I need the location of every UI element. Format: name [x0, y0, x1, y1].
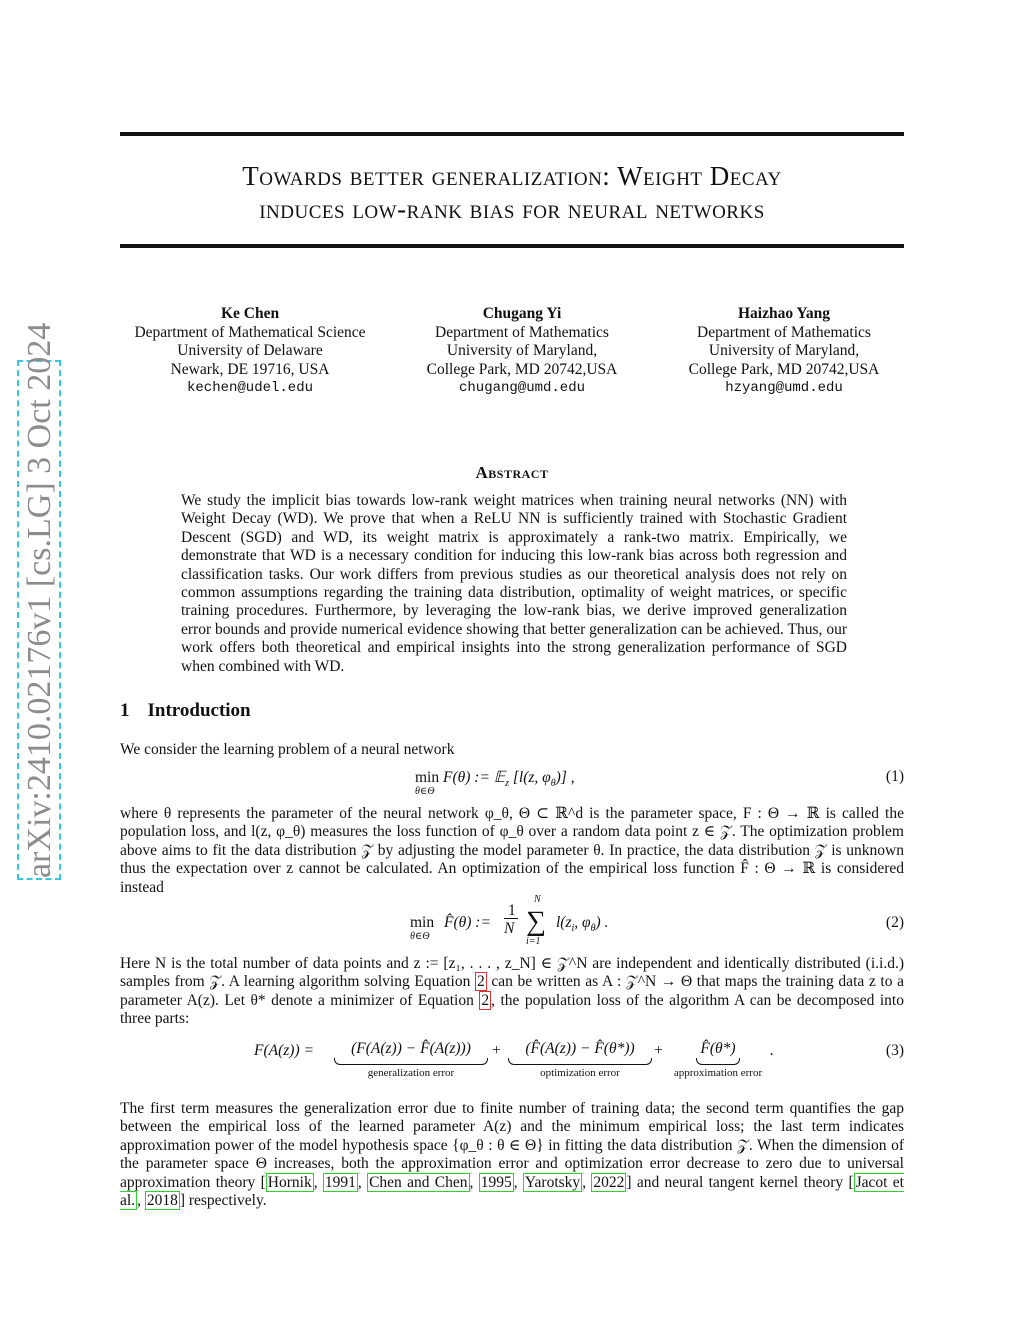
citation-link[interactable]: Hornik — [267, 1173, 312, 1191]
citation-link[interactable]: 2018 — [146, 1192, 178, 1210]
p4-text-a: The first term measures the generalization error due to finite number of training data; the second term quantifies the gap between the empirical loss of the learned parameter A(z) and the minimum empirical loss; the last term indicates approximation power of the model hypothesis space {φ_θ : θ ∈ Θ} in fitting the data distribution 𝒵. When the dimension of the parameter space Θ increases, both the approximation error and optimization error decrease to zero due to universal approximation theory [ — [120, 1100, 904, 1191]
p4-text-b: ] and neural tangent kernel theory [ — [626, 1173, 854, 1191]
author-univ: University of Maryland, — [708, 342, 860, 359]
p4-text-c: ] respectively. — [179, 1192, 267, 1210]
citation-link[interactable]: 2022 — [593, 1173, 625, 1191]
author-3 — [664, 305, 904, 398]
eq3-label-1: generalization error — [367, 1067, 455, 1079]
author-email[interactable]: chugang@umd.edu — [458, 380, 586, 396]
eq3-term-3-text: F̂(θ*) — [700, 1040, 736, 1057]
author-addr: Newark, DE 19716, USA — [170, 360, 330, 378]
abstract-text: We study the implicit bias towards low-rank weight matrices when training neural networks (NN) with Weight Decay (WD). We prove that when a ReLU NN is sufficiently trained with Stochastic Gradient Descent (SGD) and WD, its weight matrix is approximately a rank-two matrix. Empirically, we demonstrate that WD is a necessary condition for inducing this low-rank bias across both regression and classification tasks. Our work differs from previous studies as our theoretical analysis does not rely on common assumptions regarding the training data distribution, optimality of weight matrices, or specific training procedures. Furthermore, by leveraging the low-rank bias, we derive improved generalization error bounds and provide numerical evidence showing that better generalization can be achieved. Thus, our work offers both theoretical and empirical insights into the strong generalization performance of SGD when combined with WD. — [181, 492, 847, 675]
equation-ref-link[interactable]: 2 — [481, 991, 490, 1009]
author-univ: University of Maryland, — [446, 342, 598, 359]
citation-link[interactable]: 1991 — [324, 1173, 356, 1191]
p3-text-a: Here N is the total number of data points and z := [z₁, . . . , z_N] ∈ 𝒵^N are independent and identically distributed (i.i.d.) samples from 𝒵. A learning algorithm solving Equation — [120, 955, 904, 991]
title-top-rule — [120, 132, 904, 136]
author-email[interactable]: hzyang@umd.edu — [725, 380, 843, 396]
equation-number: (2) — [885, 914, 904, 931]
author-1 — [120, 305, 380, 398]
eq3-label-3: approximation error — [673, 1067, 763, 1079]
equation-number: (3) — [885, 1042, 904, 1059]
title-line-1: Towards better generalization: Weight Decay — [242, 161, 782, 191]
arxiv-stamp: arXiv:2410.02176v1 [cs.LG] 3 Oct 2024 — [17, 360, 61, 880]
plus-sign: + — [492, 1042, 501, 1059]
intro-paragraph-1: We consider the learning problem of a neural network — [120, 741, 455, 758]
title-line-2: induces low-rank bias for neural networks — [259, 194, 765, 224]
author-dept: Department of Mathematics — [697, 323, 871, 341]
equation-ref-link[interactable]: 2 — [476, 973, 485, 991]
paper-title — [120, 160, 904, 226]
p3-text-c: , the population loss of the algorithm A can be decomposed into three parts: — [120, 991, 904, 1028]
author-addr: College Park, MD 20742,USA — [426, 360, 618, 378]
author-block — [120, 305, 904, 398]
equation-number: (1) — [885, 768, 904, 785]
abstract-heading: Abstract — [475, 463, 549, 482]
section-title: Introduction — [147, 700, 251, 721]
eq3-term-1-text: (F(A(z)) − F̂(A(z))) — [351, 1040, 471, 1057]
citation-link[interactable]: Yarotsky — [524, 1173, 581, 1191]
author-addr: College Park, MD 20742,USA — [688, 360, 880, 378]
eq3-term-1 — [334, 1040, 488, 1079]
underbrace — [696, 1058, 740, 1065]
citation-link[interactable]: 1995 — [480, 1173, 512, 1191]
equation-3 — [120, 1040, 904, 1095]
author-univ: University of Delaware — [177, 342, 323, 359]
eq1-sub: θ∈Θ — [415, 786, 435, 797]
author-2 — [402, 305, 642, 398]
eq3-period: . — [770, 1042, 774, 1059]
eq3-label-2: optimization error — [540, 1067, 620, 1079]
author-dept: Department of Mathematical Science — [134, 323, 366, 341]
eq3-term-2-text: (F̂(A(z)) − F̂(θ*)) — [525, 1040, 635, 1057]
author-name: Ke Chen — [220, 305, 280, 322]
author-name: Haizhao Yang — [737, 305, 830, 322]
intro-paragraph-3 — [120, 955, 904, 1029]
section-heading — [120, 700, 251, 722]
author-dept: Department of Mathematics — [435, 323, 609, 341]
citation-link[interactable]: Chen and Chen — [369, 1173, 468, 1191]
underbrace — [508, 1058, 652, 1065]
author-email[interactable]: kechen@udel.edu — [186, 380, 314, 396]
intro-paragraph-2: where θ represents the parameter of the neural network φ_θ, Θ ⊂ ℝ^d is the parameter space, F : Θ → ℝ is called the population loss, and l(z, φ_θ) measures the loss function of φ_θ over a random data point z ∈ 𝒵. The optimization problem above aims to fit the data distribution 𝒵 by adjusting the model parameter θ. In practice, the data distribution 𝒵 is unknown thus the expectation over z cannot be calculated. An optimization of the empirical loss function F̂ : Θ → ℝ is considered instead — [120, 805, 904, 896]
equation-1: min F(θ) := 𝔼$_z$ [l(z, $\varphi_\theta$)] , θ∈Θ (1) — [415, 768, 904, 797]
eq1-body: F(θ) := 𝔼$_z$ [l(z, $\varphi_\theta$)] , — [443, 769, 575, 790]
eq3-lhs: F(A(z)) = — [254, 1042, 314, 1059]
section-number: 1 — [120, 700, 130, 721]
title-bottom-rule — [120, 244, 904, 248]
underbrace — [334, 1058, 488, 1065]
p3-text-b: can be written as A : 𝒵^N → Θ that maps the training data z to a parameter A(z). Let θ* denote a minimizer of Equation — [120, 973, 904, 1009]
citation-link[interactable]: Jacot et al. — [120, 1173, 904, 1210]
intro-paragraph-4: The first term measures the generalization error due to finite number of training data; the second term quantifies the gap between the empirical loss of the learned parameter A(z) and the minimum empirical loss; the last term indicates approximation power of the model hypothesis space {φ_θ : θ ∈ Θ} in fitting the data distribution 𝒵. When the dimension of the parameter space Θ increases, both the approximation error and optimization error decrease to zero due to universal approximation theory [ Hornik , 1991 , Chen and Chen , 1995 , Yarotsky , 2022 ] and neural tangent kernel theory [ Jacot et al. , 2018 ] respectively. — [120, 1100, 904, 1210]
eq3-term-3 — [668, 1040, 768, 1079]
author-name: Chugang Yi — [482, 305, 562, 322]
plus-sign: + — [654, 1042, 663, 1059]
eq3-term-2 — [508, 1040, 652, 1079]
equation-2: min θ∈Θ F̂(θ) := 1 N N ∑ i=1 $l(z_i$, $\varphi_\theta$) . (2) — [410, 894, 904, 947]
